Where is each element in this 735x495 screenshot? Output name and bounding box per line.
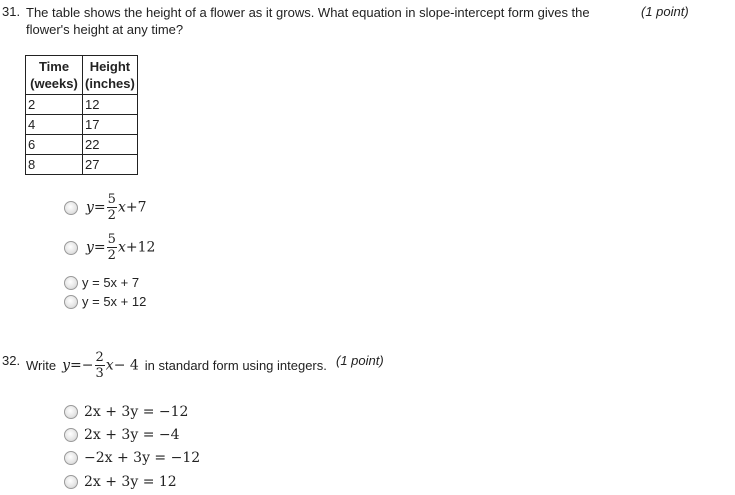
header-line: Time (38, 59, 70, 74)
equation-part: = (93, 199, 106, 216)
equation-part: y (86, 239, 94, 256)
question-text-line: The table shows the height of a flower as it grows. What equation in slope-intercept form gives the (26, 5, 590, 20)
option-label: 2x + 3y = 12 (84, 474, 177, 490)
radio-button[interactable] (64, 276, 78, 290)
data-table (25, 55, 138, 175)
table-header-row (26, 56, 138, 95)
fraction-numerator: 5 (107, 192, 116, 207)
answer-option[interactable] (64, 275, 139, 290)
fraction (107, 192, 117, 223)
table-cell: 17 (83, 115, 138, 135)
header-line: (weeks) (30, 76, 78, 91)
equation-part: x (105, 357, 114, 374)
equation-part: +12 (125, 239, 156, 256)
radio-button[interactable] (64, 475, 78, 489)
equation-part: +7 (125, 199, 147, 216)
option-label: 2x + 3y = −4 (84, 427, 180, 443)
fraction-numerator: 5 (107, 232, 116, 247)
table-cell: 22 (83, 135, 138, 155)
table-cell: 12 (83, 95, 138, 115)
answer-option[interactable] (64, 294, 146, 309)
equation-part: y (86, 199, 94, 216)
question-text-part: Write (26, 358, 57, 373)
answer-option[interactable] (64, 192, 146, 223)
equation-part: − 4 (113, 357, 139, 374)
equation-part: y (62, 357, 71, 374)
option-label: y = 5x + 12 (82, 294, 147, 309)
equation-part: x (117, 199, 126, 216)
points-label: (1 point) (336, 353, 384, 368)
answer-option[interactable] (64, 232, 155, 263)
answer-option[interactable] (64, 404, 188, 420)
equation-part: = (70, 357, 82, 374)
question-text-part: in standard form using integers. (144, 358, 327, 373)
equation-part: x (117, 239, 126, 256)
option-equation (86, 232, 155, 263)
table-cell: 8 (26, 155, 83, 175)
fraction-denominator: 3 (95, 366, 104, 381)
question-number: 31. (2, 4, 21, 19)
answer-option[interactable] (64, 450, 200, 466)
answer-option[interactable] (64, 427, 180, 443)
fraction-denominator: 2 (107, 248, 116, 263)
radio-button[interactable] (64, 201, 78, 215)
table-row (26, 155, 138, 175)
fraction (95, 350, 105, 381)
column-header-height (83, 56, 138, 95)
fraction-numerator: 2 (95, 350, 104, 365)
fraction-denominator: 2 (107, 208, 116, 223)
table-row (26, 95, 138, 115)
header-line: Height (89, 59, 131, 74)
radio-button[interactable] (64, 295, 78, 309)
equation-part: − (81, 357, 94, 374)
option-label: −2x + 3y = −12 (84, 450, 201, 466)
option-equation (86, 192, 146, 223)
table-cell: 2 (26, 95, 83, 115)
points-label: (1 point) (641, 4, 689, 19)
equation-part: = (93, 239, 106, 256)
question-equation (62, 350, 139, 381)
table-row (26, 115, 138, 135)
table-cell: 27 (83, 155, 138, 175)
radio-button[interactable] (64, 428, 78, 442)
question-text-line: flower's height at any time? (26, 22, 184, 37)
answer-option[interactable] (64, 474, 177, 490)
column-header-time (26, 56, 83, 95)
radio-button[interactable] (64, 451, 78, 465)
table-cell: 6 (26, 135, 83, 155)
question-number: 32. (2, 353, 21, 368)
fraction (107, 232, 117, 263)
table-row (26, 135, 138, 155)
option-label: 2x + 3y = −12 (84, 404, 189, 420)
header-line: (inches) (85, 76, 135, 91)
radio-button[interactable] (64, 405, 78, 419)
radio-button[interactable] (64, 241, 78, 255)
table-cell: 4 (26, 115, 83, 135)
question-text (26, 4, 626, 38)
question-text (26, 350, 327, 381)
option-label: y = 5x + 7 (82, 275, 140, 290)
